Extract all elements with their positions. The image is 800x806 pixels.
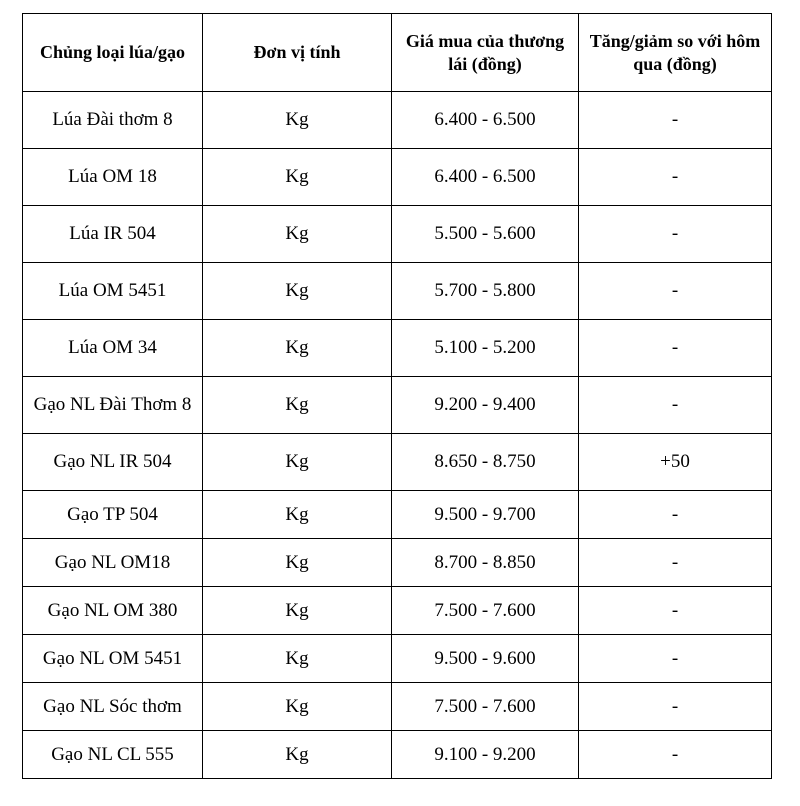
change-cell: - (579, 731, 772, 779)
change-cell: - (579, 683, 772, 731)
rice-price-table (22, 13, 772, 779)
price-cell: 8.700 - 8.850 (392, 539, 579, 587)
unit-cell: Kg (203, 635, 392, 683)
rice-type-cell: Lúa IR 504 (23, 206, 203, 263)
rice-type-cell: Gạo TP 504 (23, 491, 203, 539)
rice-type-cell: Lúa OM 5451 (23, 263, 203, 320)
rice-type-cell: Gạo NL CL 555 (23, 731, 203, 779)
rice-type-cell: Lúa OM 34 (23, 320, 203, 377)
change-cell: - (579, 206, 772, 263)
table-row (23, 320, 772, 377)
change-cell: - (579, 149, 772, 206)
change-cell: - (579, 491, 772, 539)
table-header-row (23, 14, 772, 92)
change-cell: - (579, 635, 772, 683)
table-row (23, 587, 772, 635)
price-cell: 5.100 - 5.200 (392, 320, 579, 377)
price-cell: 9.100 - 9.200 (392, 731, 579, 779)
price-cell: 9.200 - 9.400 (392, 377, 579, 434)
rice-type-cell: Gạo NL Sóc thơm (23, 683, 203, 731)
change-cell: - (579, 92, 772, 149)
table-row (23, 731, 772, 779)
price-cell: 5.500 - 5.600 (392, 206, 579, 263)
header-daily-change: Tăng/giảm so với hôm qua (đồng) (579, 14, 772, 92)
unit-cell: Kg (203, 92, 392, 149)
table-row (23, 377, 772, 434)
unit-cell: Kg (203, 491, 392, 539)
price-cell: 7.500 - 7.600 (392, 683, 579, 731)
rice-type-cell: Lúa Đài thơm 8 (23, 92, 203, 149)
rice-type-cell: Lúa OM 18 (23, 149, 203, 206)
header-unit: Đơn vị tính (203, 14, 392, 92)
unit-cell: Kg (203, 377, 392, 434)
change-cell: - (579, 539, 772, 587)
unit-cell: Kg (203, 731, 392, 779)
rice-type-cell: Gạo NL IR 504 (23, 434, 203, 491)
change-cell: - (579, 587, 772, 635)
unit-cell: Kg (203, 434, 392, 491)
unit-cell: Kg (203, 263, 392, 320)
unit-cell: Kg (203, 587, 392, 635)
table-row (23, 635, 772, 683)
price-cell: 5.700 - 5.800 (392, 263, 579, 320)
price-cell: 7.500 - 7.600 (392, 587, 579, 635)
table-row (23, 683, 772, 731)
unit-cell: Kg (203, 206, 392, 263)
price-cell: 9.500 - 9.700 (392, 491, 579, 539)
change-cell: - (579, 263, 772, 320)
table-row (23, 263, 772, 320)
table-row (23, 434, 772, 491)
rice-type-cell: Gạo NL OM 380 (23, 587, 203, 635)
unit-cell: Kg (203, 149, 392, 206)
header-trader-price: Giá mua của thương lái (đồng) (392, 14, 579, 92)
unit-cell: Kg (203, 683, 392, 731)
unit-cell: Kg (203, 320, 392, 377)
table-row (23, 149, 772, 206)
unit-cell: Kg (203, 539, 392, 587)
price-cell: 6.400 - 6.500 (392, 92, 579, 149)
rice-type-cell: Gạo NL Đài Thơm 8 (23, 377, 203, 434)
price-cell: 6.400 - 6.500 (392, 149, 579, 206)
change-cell: - (579, 320, 772, 377)
table-row (23, 92, 772, 149)
table-row (23, 206, 772, 263)
rice-type-cell: Gạo NL OM 5451 (23, 635, 203, 683)
rice-type-cell: Gạo NL OM18 (23, 539, 203, 587)
price-cell: 9.500 - 9.600 (392, 635, 579, 683)
header-rice-type: Chủng loại lúa/gạo (23, 14, 203, 92)
table-row (23, 539, 772, 587)
change-cell: +50 (579, 434, 772, 491)
change-cell: - (579, 377, 772, 434)
table-row (23, 491, 772, 539)
price-cell: 8.650 - 8.750 (392, 434, 579, 491)
